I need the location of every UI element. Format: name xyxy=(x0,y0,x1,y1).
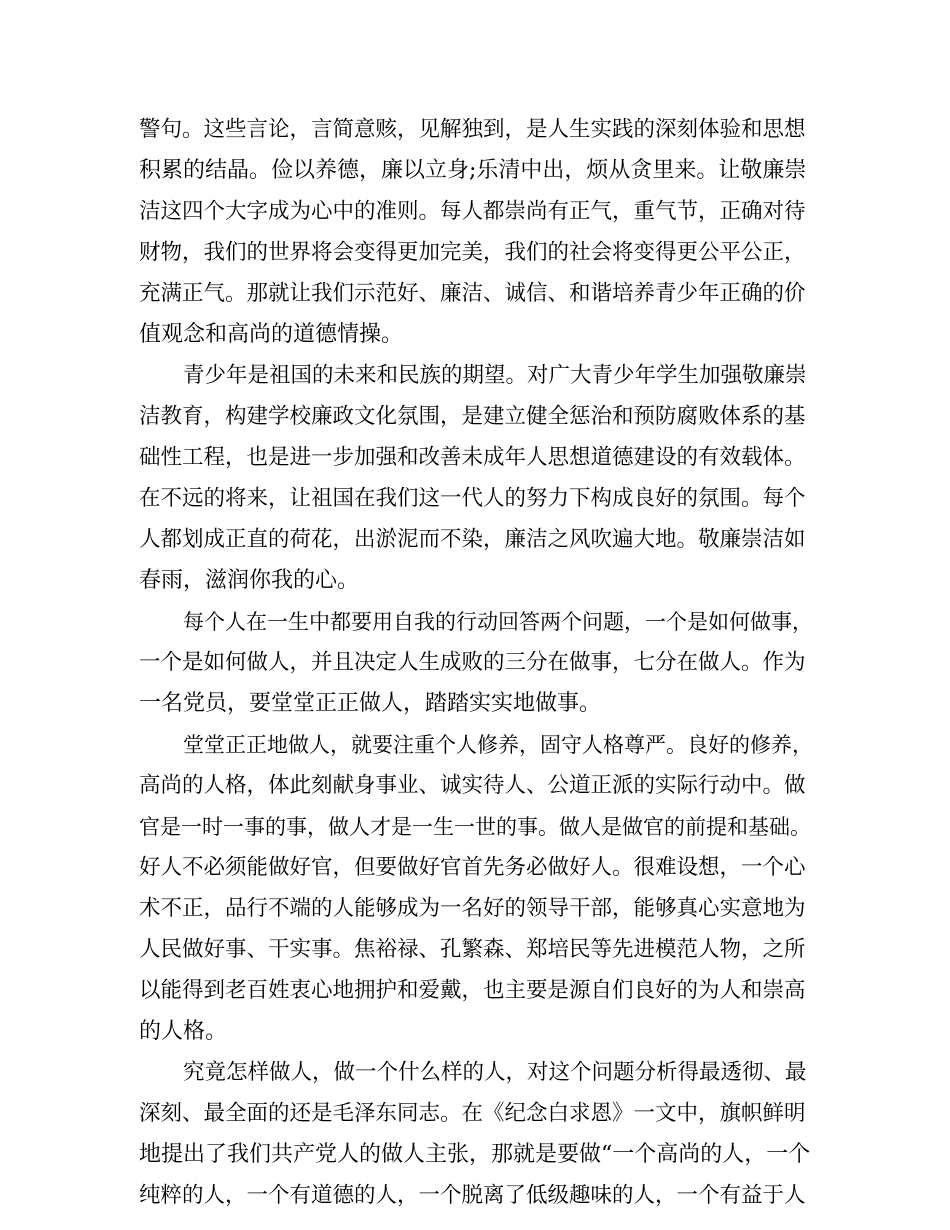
text-line: 春雨，滋润你我的心。 xyxy=(139,568,360,593)
text-line: 充满正气。那就让我们示范好、廉洁、诚信、和谐培养青少年正确的价 xyxy=(139,281,806,306)
text-line: 好人不必须能做好官，但要做好官首先务必做好人。很难设想，一个心 xyxy=(139,855,806,880)
text-line: 人都划成正直的荷花，出淤泥而不染，廉洁之风吹遍大地。敬廉崇洁如 xyxy=(139,527,806,552)
paragraph-first-line: 每个人在一生中都要用自我的行动回答两个问题，一个是如何做事， xyxy=(183,610,813,634)
text-line: 在不远的将来，让祖国在我们这一代人的努力下构成良好的氛围。每个 xyxy=(139,486,806,511)
text-line: 础性工程，也是进一步加强和改善未成年人思想道德建设的有效载体。 xyxy=(139,445,806,470)
text-line: 官是一时一事的事，做人才是一生一世的事。做人是做官的前提和基础。 xyxy=(139,815,811,839)
text-line: 警句。这些言论，言简意赅，见解独到，是人生实践的深刻体验和思想 xyxy=(139,117,806,142)
text-line: 洁教育，构建学校廉政文化氛围，是建立健全惩治和预防腐败体系的基 xyxy=(139,404,806,429)
text-line: 人民做好事、干实事。焦裕禄、孔繁森、郑培民等先进模范人物，之所 xyxy=(139,937,806,962)
text-line: 一名党员，要堂堂正正做人，踏踏实实地做事。 xyxy=(139,691,602,716)
text-line: 财物，我们的世界将会变得更加完美，我们的社会将变得更公平公正， xyxy=(139,240,806,265)
text-line: 洁这四个大字成为心中的准则。每人都崇尚有正气，重气节，正确对待 xyxy=(139,199,806,224)
text-line: 的人格。 xyxy=(139,1019,228,1044)
text-line: 一个是如何做人，并且决定人生成败的三分在做事，七分在做人。作为 xyxy=(139,650,806,675)
text-line: 以能得到老百姓衷心地拥护和爱戴，也主要是源自们良好的为人和崇高 xyxy=(139,978,806,1003)
paragraph-first-line: 堂堂正正地做人，就要注重个人修养，固守人格尊严。良好的修养， xyxy=(183,733,813,757)
text-line: 值观念和高尚的道德情操。 xyxy=(139,322,404,347)
text-line: 积累的结晶。俭以养德，廉以立身;乐清中出，烦从贪里来。让敬廉崇 xyxy=(139,158,807,183)
text-line: 地提出了我们共产党人的做人主张，那就是要做“一个高尚的人，一个 xyxy=(139,1142,811,1167)
paragraph-first-line: 青少年是祖国的未来和民族的期望。对广大青少年学生加强敬廉崇 xyxy=(183,363,807,388)
paragraph-first-line: 究竟怎样做人，做一个什么样的人，对这个问题分析得最透彻、最 xyxy=(183,1060,807,1085)
text-line: 深刻、最全面的还是毛泽东同志。在《纪念白求恩》一文中，旗帜鲜明 xyxy=(139,1101,806,1126)
text-line: 高尚的人格，体此刻献身事业、诚实待人、公道正派的实际行动中。做 xyxy=(139,773,806,798)
text-line: 纯粹的人，一个有道德的人，一个脱离了低级趣味的人，一个有益于人 xyxy=(139,1183,806,1208)
text-line: 术不正，品行不端的人能够成为一名好的领导干部，能够真心实意地为 xyxy=(139,896,806,921)
